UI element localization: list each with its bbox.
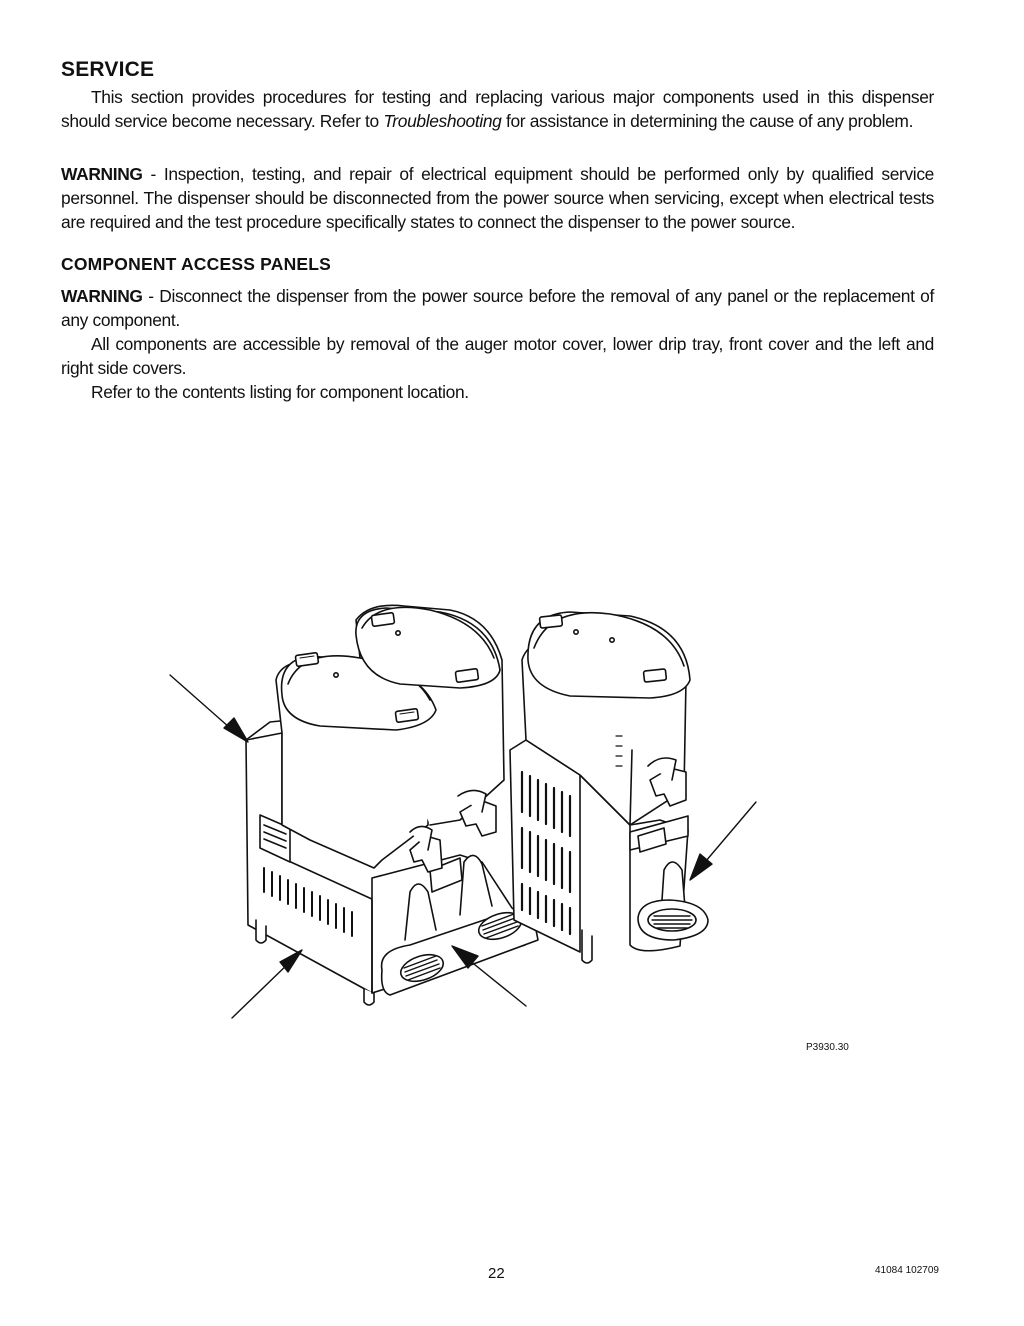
dispenser-illustration bbox=[160, 600, 780, 1030]
access-warning bbox=[61, 284, 934, 332]
subsection-title: COMPONENT ACCESS PANELS bbox=[61, 254, 332, 274]
figure-code: P3930.30 bbox=[806, 1042, 849, 1053]
pointer-arrow bbox=[232, 960, 292, 1018]
intro-text-b: for assistance in determining the cause of any problem. bbox=[501, 111, 914, 131]
troubleshooting-reference: Troubleshooting bbox=[383, 111, 502, 131]
warning-label: WARNING bbox=[61, 164, 143, 184]
pointer-arrow bbox=[700, 802, 756, 868]
document-code: 41084 102709 bbox=[875, 1265, 939, 1276]
leg bbox=[582, 930, 592, 963]
intro-paragraph bbox=[61, 85, 934, 133]
components-paragraph: All components are accessible by removal of the auger motor cover, lower drip tray, front cover and the left and right side covers. bbox=[61, 334, 934, 378]
service-warning bbox=[61, 162, 934, 234]
warning-text: - Inspection, testing, and repair of electrical equipment should be performed only by qualified service personnel. The dispenser should be disconnected from the power source when servicing, except when electrical tests are required and the test procedure specifically states to connect the dispenser to the power source. bbox=[61, 164, 934, 232]
refer-paragraph: Refer to the contents listing for component location. bbox=[91, 382, 469, 402]
section-title: SERVICE bbox=[61, 58, 155, 81]
page-number: 22 bbox=[488, 1265, 505, 1282]
warning-text: - Disconnect the dispenser from the power source before the removal of any panel or the replacement of any component. bbox=[61, 286, 934, 330]
intro-text-a: This section provides procedures for testing and replacing various major components used in this dispenser should service become necessary. Refer to bbox=[61, 87, 934, 131]
warning-label: WARNING bbox=[61, 286, 143, 306]
pointer-arrow bbox=[464, 956, 526, 1006]
